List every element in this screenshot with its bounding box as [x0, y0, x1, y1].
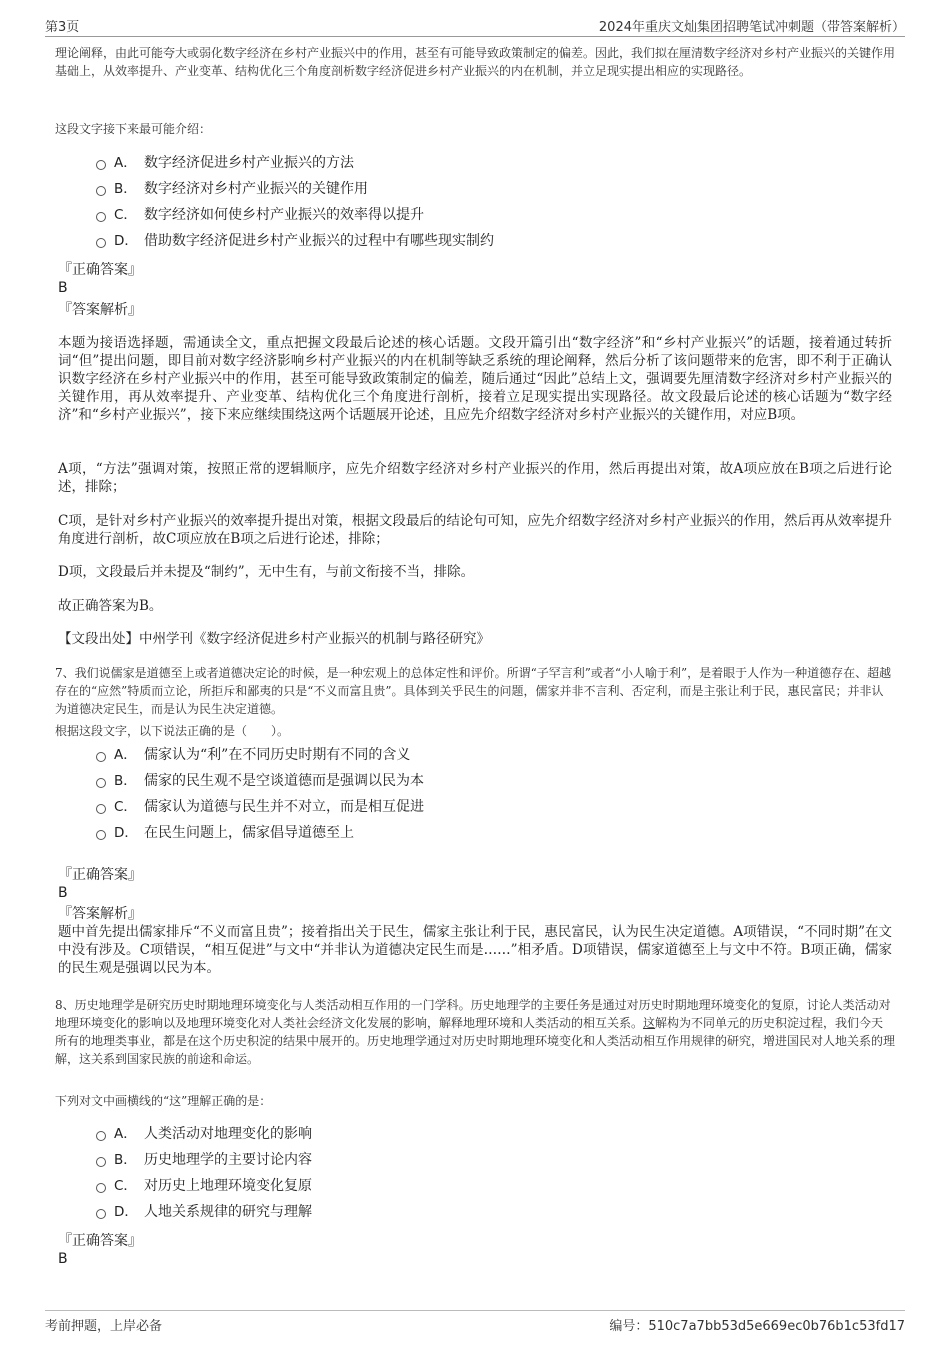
q6-analysis-main: 本题为接语选择题，需通读全文，重点把握文段最后论述的核心话题。文段开篇引出“数字经济”和“乡村产业振兴”的话题，接着通过转折词“但”提出问题，即目前对数字经济影响乡村产业振兴的内在机制等缺乏系统的理论阐释，然后分析了该问题带来的危害，即不利于正确认识数字经济在乡村产业振兴中的作用，甚至可能导致政策制定的偏差，随后通过“因此”总结上文，强调要先厘清数字经济对乡村产业振兴的关键作用，再从效率提升、产业变革、结构优化三个角度进行剖析，接着立足现实提出实现路径。故文段最后论述的核心话题为“数字经济”和“乡村产业振兴”，接下来应继续围绕这两个话题展开论述，且应先介绍数字经济对乡村产业振兴的关键作用，对应B项。 — [58, 335, 892, 423]
q6-option-c[interactable]: C． 数字经济如何使乡村产业振兴的效率得以提升 — [96, 205, 424, 225]
q6-answer-label: 『正确答案』 — [58, 262, 142, 278]
page-header — [45, 14, 905, 37]
underlined-word: 这 — [643, 1016, 656, 1030]
q6-option-d[interactable]: D． 借助数字经济促进乡村产业振兴的过程中有哪些现实制约 — [96, 231, 494, 251]
q6-conclusion: 故正确答案为B。 — [58, 598, 163, 614]
radio-icon[interactable] — [96, 1157, 106, 1167]
footer-slogan: 考前押题，上岸必备 — [45, 1319, 163, 1334]
radio-icon[interactable] — [96, 752, 106, 762]
q8-answer-label: 『正确答案』 — [58, 1233, 142, 1249]
q8-option-b[interactable]: B． 历史地理学的主要讨论内容 — [96, 1150, 312, 1170]
q7-answer: B — [58, 885, 68, 901]
radio-icon[interactable] — [96, 830, 106, 840]
q6-analysis-d: D项，文段最后并未提及“制约”，无中生有，与前文衔接不当，排除。 — [58, 564, 475, 580]
q6-option-a[interactable]: A． 数字经济促进乡村产业振兴的方法 — [96, 153, 354, 173]
radio-icon[interactable] — [96, 804, 106, 814]
page-footer — [45, 1310, 905, 1335]
q7-analysis-label: 『答案解析』 — [58, 906, 142, 922]
radio-icon[interactable] — [96, 1131, 106, 1141]
q6-analysis-a: A项，“方法”强调对策，按照正常的逻辑顺序，应先介绍数字经济对乡村产业振兴的作用，然后再提出对策，故A项应放在B项之后进行论述，排除； — [58, 461, 892, 495]
q6-passage: 理论阐释，由此可能夸大或弱化数字经济在乡村产业振兴中的作用，甚至有可能导致政策制定的偏差。因此，我们拟在厘清数字经济对乡村产业振兴的关键作用基础上，从效率提升、产业变革、结构优化三个角度剖析数字经济促进乡村产业振兴的内在机制，并立足现实提出相应的实现路径。 — [55, 46, 896, 78]
q6-source: 【文段出处】中州学刊《数字经济促进乡村产业振兴的机制与路径研究》 — [58, 631, 490, 647]
q7-option-d[interactable]: D． 在民生问题上，儒家倡导道德至上 — [96, 823, 354, 843]
q8-stem: 下列对文中画横线的“这”理解正确的是： — [55, 1094, 272, 1108]
q7-answer-label: 『正确答案』 — [58, 867, 142, 883]
document-code: 编号：510c7a7bb53d5e669ec0b76b1c53fd17 — [609, 1319, 905, 1334]
radio-icon[interactable] — [96, 1183, 106, 1193]
q6-option-b[interactable]: B． 数字经济对乡村产业振兴的关键作用 — [96, 179, 368, 199]
radio-icon[interactable] — [96, 1209, 106, 1219]
radio-icon[interactable] — [96, 238, 106, 248]
q6-analysis-c: C项，是针对乡村产业振兴的效率提升提出对策，根据文段最后的结论句可知，应先介绍数字经济对乡村产业振兴的作用，然后再从效率提升角度进行剖析，故C项应放在B项之后进行论述，排除； — [58, 513, 892, 547]
q7-stem: 根据这段文字，以下说法正确的是（ ）。 — [55, 724, 290, 738]
q6-answer: B — [58, 280, 68, 296]
q7-option-a[interactable]: A． 儒家认为“利”在不同历史时期有不同的含义 — [96, 745, 410, 765]
q7-option-b[interactable]: B． 儒家的民生观不是空谈道德而是强调以民为本 — [96, 771, 424, 791]
document-title: 2024年重庆文灿集团招聘笔试冲刺题（带答案解析） — [598, 20, 905, 35]
radio-icon[interactable] — [96, 778, 106, 788]
q6-stem: 这段文字接下来最可能介绍： — [55, 122, 212, 136]
q8-answer: B — [58, 1251, 68, 1267]
q7-passage: 7、我们说儒家是道德至上或者道德决定论的时候，是一种宏观上的总体定性和评价。所谓“子罕言利”或者“小人喻于利”，是着眼于人作为一种道德存在、超越存在的“应然”特质而立论，所拒斥和鄙夷的只是“不义而富且贵”。具体到关乎民生的问题，儒家并非不言利、否定利，而是主张让利于民，惠民富民；并非认为道德决定民生，而是认为民生决定道德。 — [55, 666, 892, 716]
q8-passage: 8、历史地理学是研究历史时期地理环境变化与人类活动相互作用的一门学科。历史地理学的主要任务是通过对历史时期地理环境变化的复原，讨论人类活动对地理环境变化的影响以及地理环境变化对人类社会经济文化发展的影响，解释地理环境和人类活动的相互关系。这解构为不同单元的历史积淀过程，我们今天所有的地理类事业，都是在这个历史积淀的结果中展开的。历史地理学通过对历史时期地理环境变化和人类活动相互作用规律的研究，增进国民对人地关系的理解，这关系到国家民族的前途和命运。 — [55, 998, 896, 1066]
radio-icon[interactable] — [96, 186, 106, 196]
q8-option-d[interactable]: D． 人地关系规律的研究与理解 — [96, 1202, 312, 1222]
radio-icon[interactable] — [96, 160, 106, 170]
page-number: 第3页 — [45, 20, 80, 35]
q8-option-c[interactable]: C． 对历史上地理环境变化复原 — [96, 1176, 312, 1196]
q7-option-c[interactable]: C． 儒家认为道德与民生并不对立，而是相互促进 — [96, 797, 424, 817]
q6-analysis-label: 『答案解析』 — [58, 302, 142, 318]
q8-option-a[interactable]: A． 人类活动对地理变化的影响 — [96, 1124, 312, 1144]
q7-analysis: 题中首先提出儒家排斥“不义而富且贵”；接着指出关于民生，儒家主张让利于民，惠民富民，认为民生决定道德。A项错误，“不同时期”在文中没有涉及。C项错误，“相互促进”与文中“并非认为道德决定民生而是……”相矛盾。D项错误，儒家道德至上与文中不符。B项正确，儒家的民生观是强调以民为本。 — [58, 924, 892, 976]
radio-icon[interactable] — [96, 212, 106, 222]
